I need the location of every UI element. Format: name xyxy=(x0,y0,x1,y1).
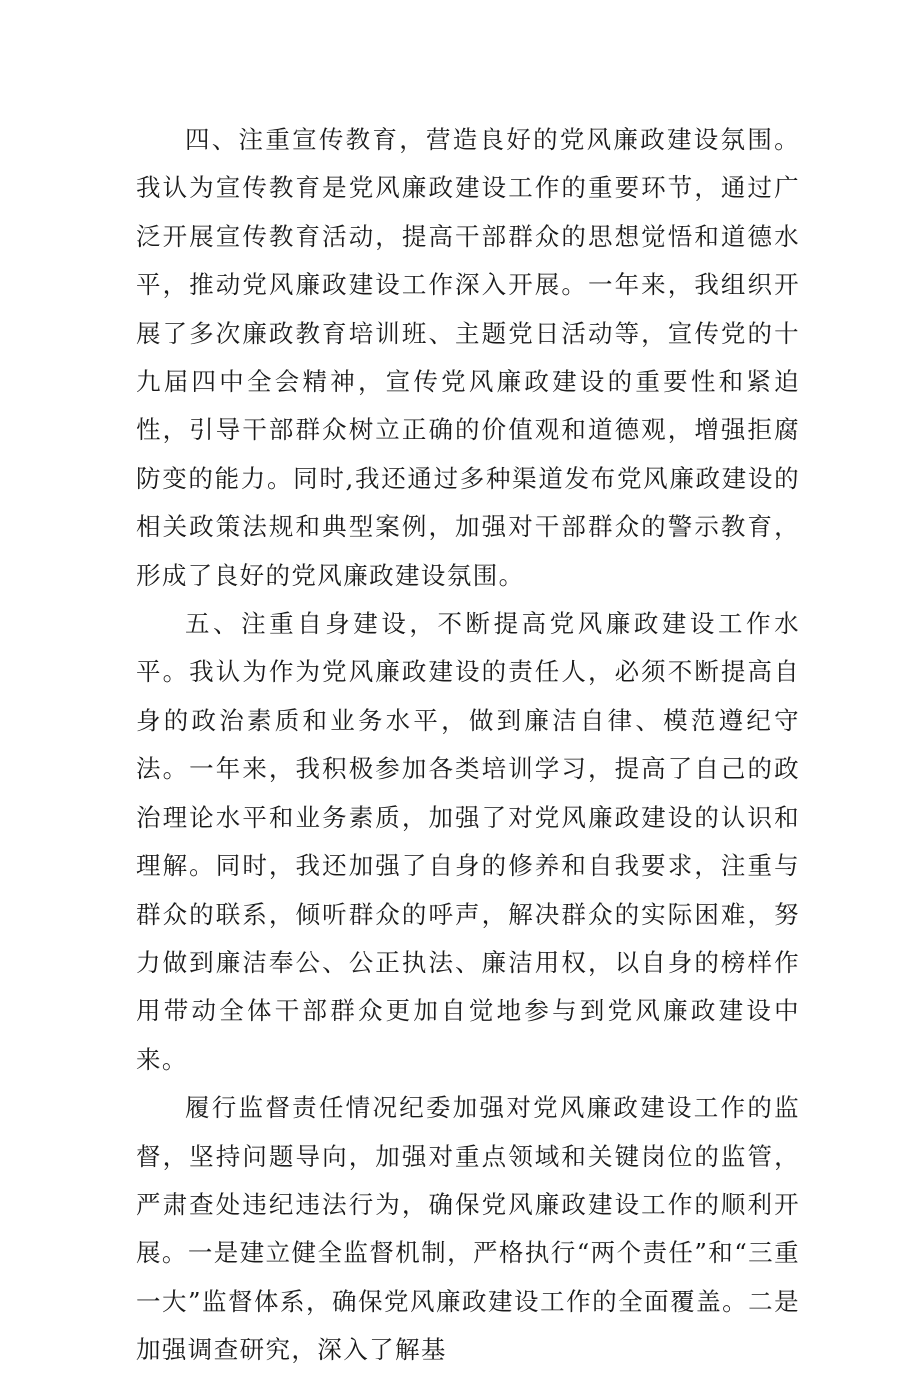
paragraph-supervision-duty: 履行监督责任情况纪委加强对党风廉政建设工作的监督，坚持问题导向，加强对重点领域和关键岗位的监管，严肃查处违纪违法行为，确保党风廉政建设工作的顺利开展。一是建立健全监督机制，严格执行“两个责任”和“三重一大”监督体系，确保党风廉政建设工作的全面覆盖。二是加强调查研究，深入了解基 xyxy=(136,1093,800,1365)
paragraph-self-construction: 五、注重自身建设，不断提高党风廉政建设工作水平。我认为作为党风廉政建设的责任人，必须不断提高自身的政治素质和业务水平，做到廉洁自律、模范遵纪守法。一年来，我积极参加各类培训学习，提高了自己的政治理论水平和业务素质，加强了对党风廉政建设的认识和理解。同时，我还加强了自身的修养和自我要求，注重与群众的联系，倾听群众的呼声，解决群众的实际困难，努力做到廉洁奉公、公正执法、廉洁用权，以自身的榜样作用带动全体干部群众更加自觉地参与到党风廉政建设中来。 xyxy=(136,609,800,1074)
document-body xyxy=(136,116,800,1375)
paragraph-publicity-education: 四、注重宣传教育，营造良好的党风廉政建设氛围。我认为宣传教育是党风廉政建设工作的重要环节，通过广泛开展宣传教育活动，提高干部群众的思想觉悟和道德水平，推动党风廉政建设工作深入开展。一年来，我组织开展了多次廉政教育培训班、主题党日活动等，宣传党的十九届四中全会精神，宣传党风廉政建设的重要性和紧迫性，引导干部群众树立正确的价值观和道德观，增强拒腐防变的能力。同时,我还通过多种渠道发布党风廉政建设的相关政策法规和典型案例，加强对干部群众的警示教育，形成了良好的党风廉政建设氛围。 xyxy=(136,125,800,590)
